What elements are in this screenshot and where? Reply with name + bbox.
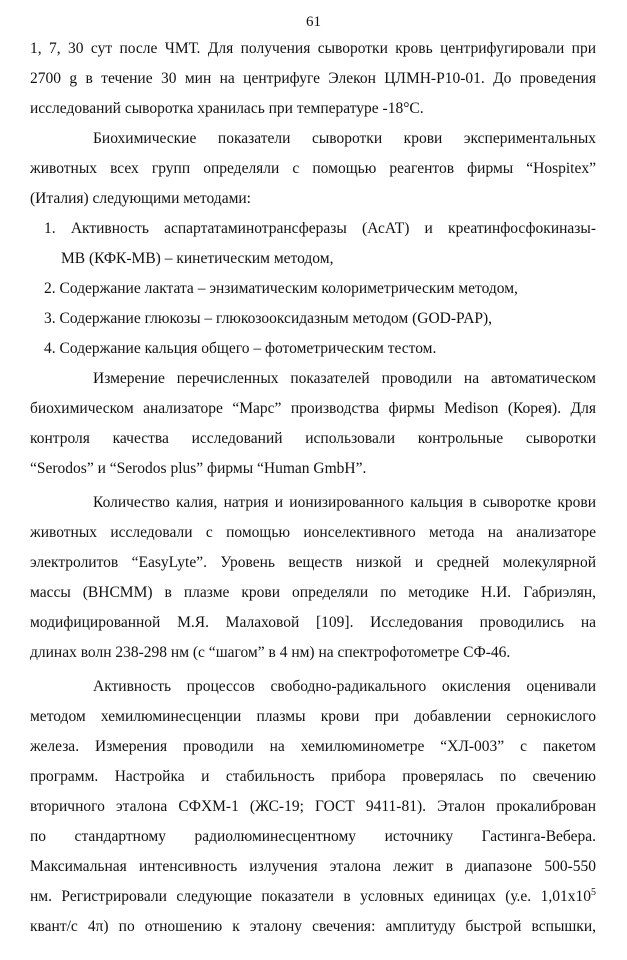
text-line: модифицированной М.Я. Малаховой [109]. Исследования проводились на: [30, 614, 596, 631]
list-item: 3. Содержание глюкозы – глюкозооксидазным методом (GOD-PAP),: [44, 310, 493, 327]
text-line: методом хемилюминесценции плазмы крови при добавлении сернокислого: [30, 708, 596, 725]
text-line: электролитов “EasyLyte”. Уровень веществ низкой и средней молекулярной: [30, 554, 596, 571]
paragraph-first-line: Количество калия, натрия и ионизированного кальция в сыворотке крови: [93, 494, 596, 511]
text-line: по стандартному радиолюминесцентному источнику Гастинга-Вебера.: [30, 828, 596, 845]
text-line: животных исследовали с помощью ионселективного метода на анализаторе: [30, 524, 596, 541]
paragraph-first-line: Биохимические показатели сыворотки крови экспериментальных: [93, 130, 596, 147]
text-line: исследований сыворотка хранилась при температуре -18°С.: [30, 100, 424, 117]
text-line: контроля качества исследований использовали контрольные сыворотки: [30, 430, 596, 447]
text-line: биохимическом анализаторе “Марс” производства фирмы Medison (Корея). Для: [30, 400, 596, 417]
text-line: длинах волн 238-298 нм (с “шагом” в 4 нм) на спектрофотометре СФ-46.: [30, 644, 511, 661]
paragraph-first-line: Активность процессов свободно-радикального окисления оценивали: [93, 678, 596, 695]
text-line: программ. Настройка и стабильность прибора проверялась по свечению: [30, 768, 596, 785]
text-line: 1, 7, 30 сут после ЧМТ. Для получения сыворотки кровь центрифугировали при: [30, 40, 596, 57]
list-item: 4. Содержание кальция общего – фотометрическим тестом.: [44, 340, 437, 357]
text-line: железа. Измерения проводили на хемилюминометре “ХЛ-003” с пакетом: [30, 738, 596, 755]
text-line: [30, 886, 596, 908]
text-line: массы (ВНСММ) в плазме крови определяли по методике Н.И. Габриэлян,: [30, 584, 596, 601]
text-line: животных всех групп определяли с помощью реагентов фирмы “Hospitex”: [30, 160, 596, 177]
list-item: 2. Содержание лактата – энзиматическим колориметрическим методом,: [44, 280, 518, 297]
text-line: вторичного эталона СФХМ-1 (ЖС-19; ГОСТ 9411-81). Эталон прокалиброван: [30, 798, 596, 815]
text-line: Максимальная интенсивность излучения эталона лежит в диапазоне 500-550: [30, 858, 596, 875]
list-item: 1. Активность аспартатаминотрансферазы (АсАТ) и креатинфосфокиназы-: [44, 220, 596, 237]
text-line: “Serodos” и “Serodos plus” фирмы “Human GmbH”.: [30, 460, 367, 477]
page-number: 61: [306, 14, 321, 30]
text-line: 2700 g в течение 30 мин на центрифуге Элекон ЦЛМН-Р10-01. До проведения: [30, 70, 596, 87]
text-line-content: нм. Регистрировали следующие показатели в условных единицах (у.е. 1,01х10: [30, 888, 591, 905]
superscript: 5: [591, 887, 596, 898]
paragraph-first-line: Измерение перечисленных показателей проводили на автоматическом: [93, 370, 596, 387]
text-line: (Италия) следующими методами:: [30, 190, 251, 207]
text-line: квант/с 4π) по отношению к эталону свечения: амплитуду быстрой вспышки,: [30, 918, 596, 935]
list-item-continuation: МВ (КФК-МВ) – кинетическим методом,: [61, 250, 334, 267]
